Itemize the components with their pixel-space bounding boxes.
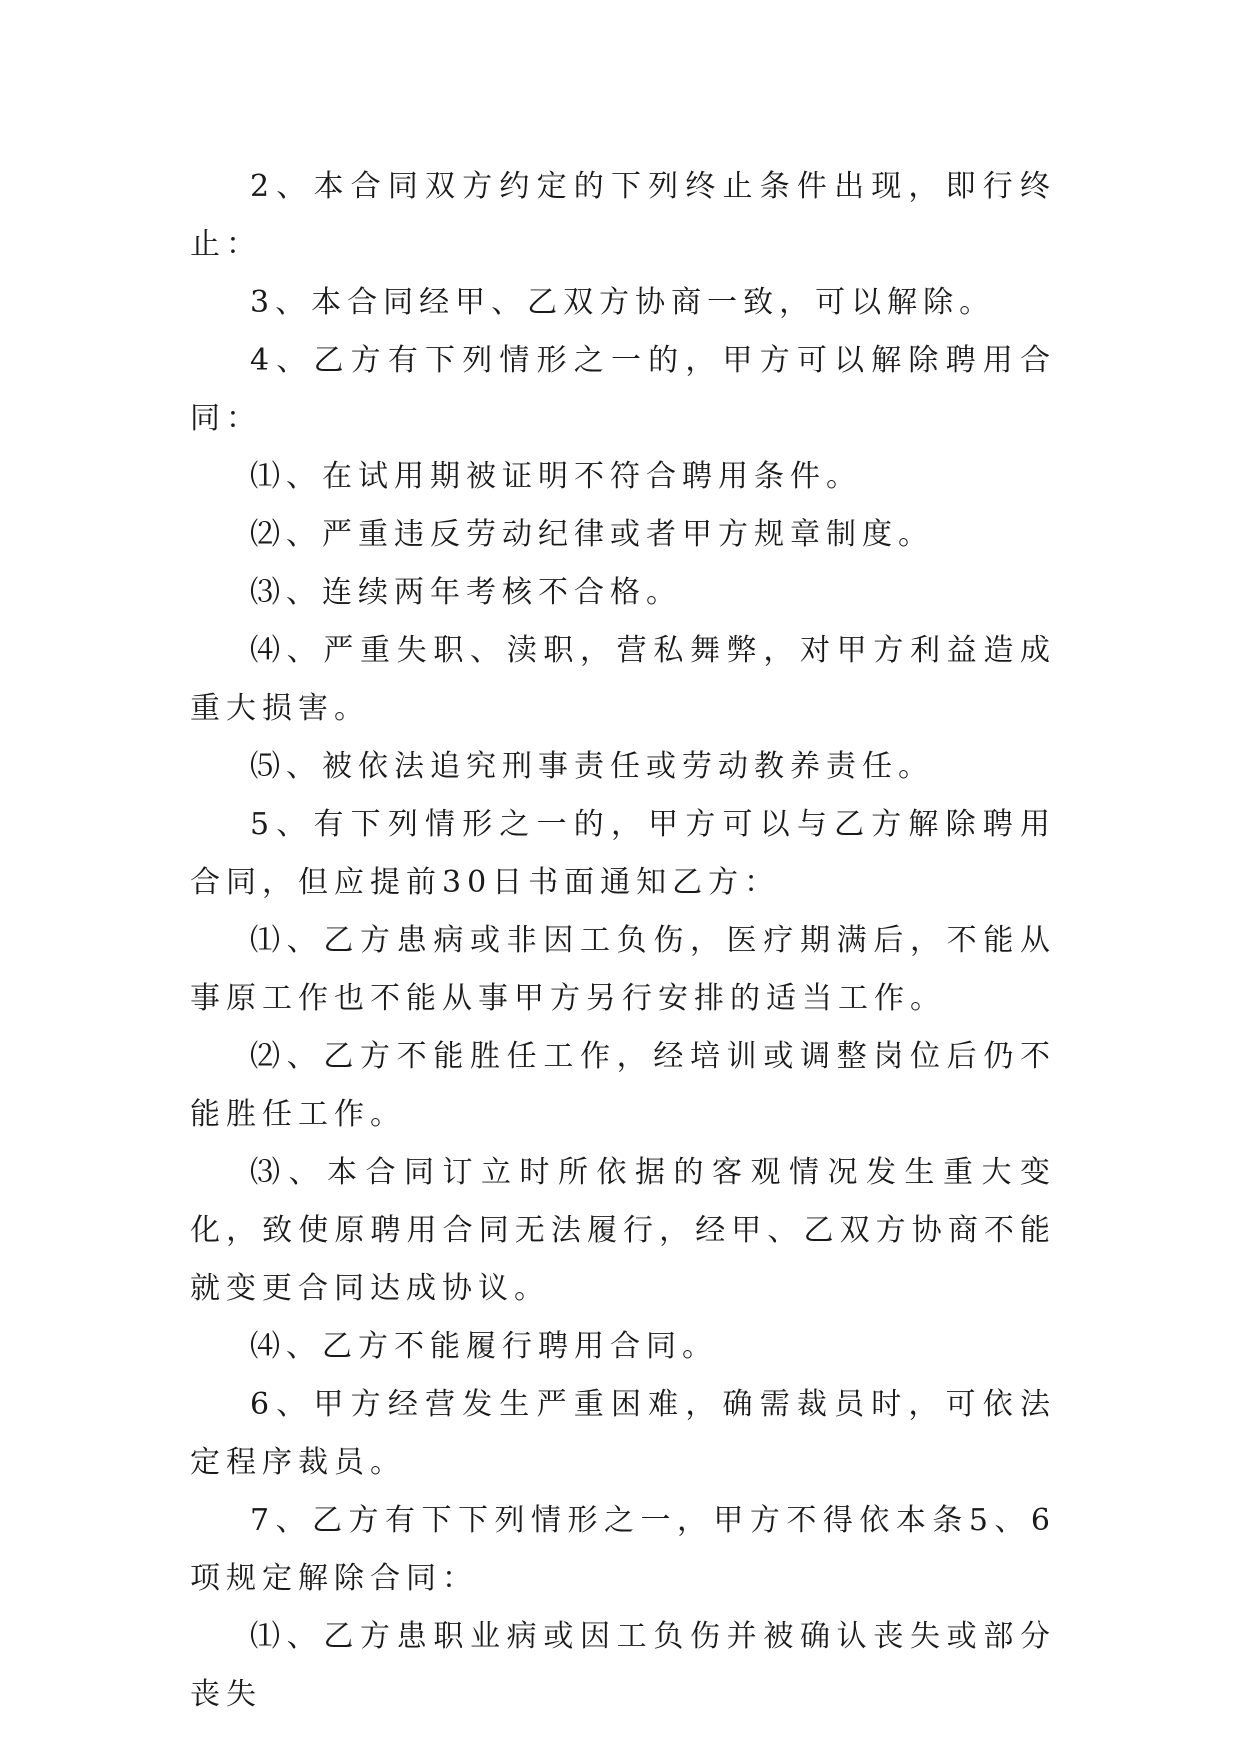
paragraph-item-assessment: ⑶、连续两年考核不合格。	[250, 575, 682, 610]
paragraph-item-illness: ⑴、乙方患病或非因工负伤，医疗期满后，不能从事原工作也不能从事甲方另行安排的适当工作。	[190, 923, 1056, 1016]
paragraph-item-circumstances: ⑶、本合同订立时所依据的客观情况发生重大变化，致使原聘用合同无法履行，经甲、乙双方协商不能就变更合同达成协议。	[190, 1155, 1056, 1306]
paragraph-item-incompetence: ⑵、乙方不能胜任工作，经培训或调整岗位后仍不能胜任工作。	[190, 1039, 1056, 1132]
paragraph-item-occupational-disease: ⑴、乙方患职业病或因工负伤并被确认丧失或部分丧失	[190, 1619, 1056, 1712]
paragraph-item-discipline: ⑵、严重违反劳动纪律或者甲方规章制度。	[250, 517, 934, 552]
paragraph-layoff: 6、甲方经营发生严重困难，确需裁员时，可依法定程序裁员。	[190, 1387, 1056, 1480]
paragraph-termination-conditions: 2、本合同双方约定的下列终止条件出现，即行终止：	[190, 169, 1056, 262]
paragraph-party-a-may-rescind: 4、乙方有下列情形之一的，甲方可以解除聘用合同：	[190, 343, 1056, 436]
paragraph-item-misconduct: ⑷、严重失职、渎职，营私舞弊，对甲方利益造成重大损害。	[190, 633, 1056, 726]
paragraph-protected-situations: 7、乙方有下下列情形之一，甲方不得依本条5、6项规定解除合同：	[190, 1503, 1056, 1596]
paragraph-item-criminal: ⑸、被依法追究刑事责任或劳动教养责任。	[250, 749, 934, 784]
document-body	[190, 158, 1056, 1724]
paragraph-item-probation: ⑴、在试用期被证明不符合聘用条件。	[250, 459, 862, 494]
paragraph-mutual-rescission: 3、本合同经甲、乙双方协商一致，可以解除。	[250, 285, 996, 320]
paragraph-notice-rescission: 5、有下列情形之一的，甲方可以与乙方解除聘用合同，但应提前30日书面通知乙方：	[190, 807, 1056, 900]
paragraph-item-cannot-perform: ⑷、乙方不能履行聘用合同。	[250, 1329, 718, 1364]
